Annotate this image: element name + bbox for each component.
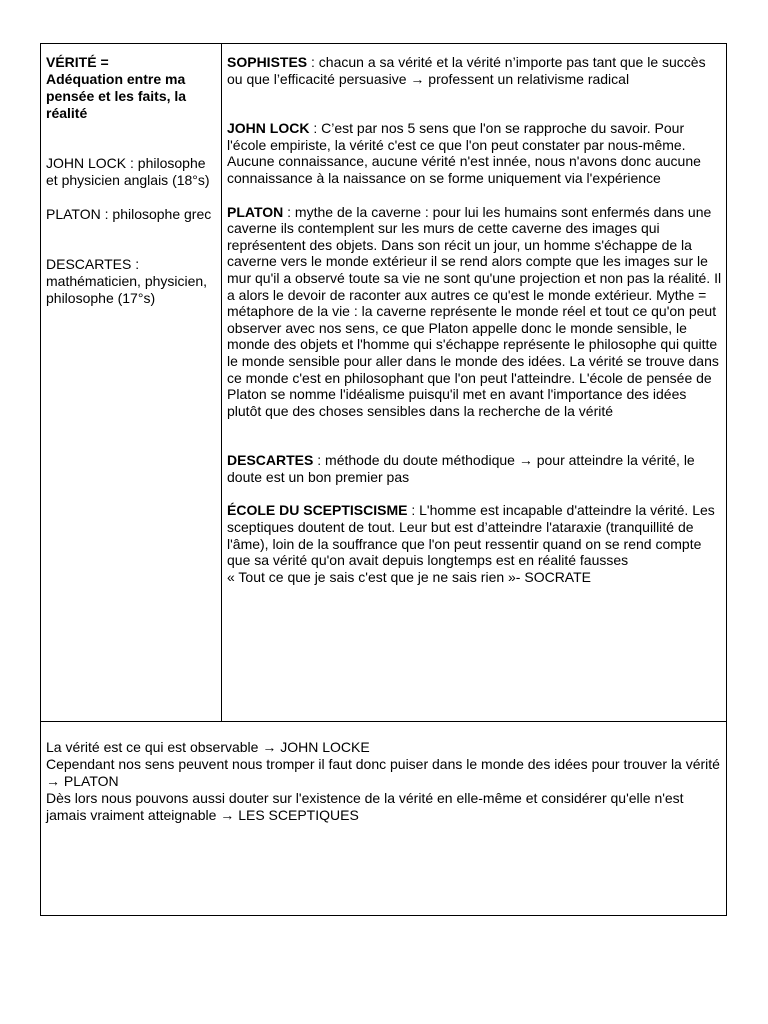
- sceptic-label: ÉCOLE DU SCEPTISCISME: [227, 502, 408, 519]
- platon-name: PLATON :: [46, 206, 109, 222]
- lock-name: JOHN LOCK :: [46, 155, 134, 171]
- platon-paragraph: [227, 204, 722, 420]
- descartes-name: DESCARTES :: [46, 256, 140, 272]
- descartes-paragraph: [227, 452, 722, 485]
- lock-label: JOHN LOCK: [227, 120, 310, 137]
- platon-label: PLATON: [227, 203, 284, 220]
- truth-definition: Adéquation entre ma pensée et les faits, la réalité: [46, 71, 187, 121]
- lock-text: : C’est par nos 5 sens que l'on se rapproche du savoir. Pour l'école empiriste, la vérité c'est ce que l'on peut constater par nous-même. Aucune connaissance, aucune vérité n'est innée, nous n'avons donc aucune connaissance à la naissance on se forme uniquement via l'expérience: [227, 120, 701, 186]
- descartes-text: : méthode du doute méthodique → pour atteindre la vérité, le doute est un bon premier pas: [227, 452, 695, 485]
- table-top-row: [41, 44, 726, 722]
- truth-heading: VÉRITÉ =: [46, 54, 109, 70]
- conclusion-line-lock: La vérité est ce qui est observable → JOHN LOCKE: [46, 739, 370, 755]
- platon-text: : mythe de la caverne : pour lui les humains sont enfermés dans une caverne ils contemplent sur les murs de cette caverne des images qui représentent des objets. Dans son récit un jour, un homme s'échappe de la caverne vers le monde extérieur il se rend alors compte que les images sur le mur qu'il a observé toute sa vie ne sont qu'une projection et non pas la réalité. Il a alors le devoir de raconter aux autres ce qu'est le monde extérieur. Mythe = métaphore de la vie : la caverne représente le monde réel et tout ce qu'on peut observer avec nos sens, ce que Platon appelle donc le monde sensible, le monde des objets et l'homme qui s'échappe représente le philosophe qui quitte le monde sensible pour aller dans le monde des idées. La vérité se trouve dans ce monde c'est en philosophant que l'on peut l'atteindre. L'école de pensée de Platon se nomme l'idéalisme puisqu'il met en avant l'importance des idées plutôt que des choses sensibles dans la recherche de la vérité: [227, 203, 722, 419]
- platon-description: philosophe grec: [112, 206, 212, 222]
- definitions-column: [41, 44, 222, 721]
- sophistes-text: : chacun a sa vérité et la vérité n’importe pas tant que le succès ou que l’efficacité persuasive → professent un relativisme radical: [227, 54, 706, 87]
- lock-description: philosophe et physicien anglais (18°s): [46, 155, 210, 188]
- descartes-label: DESCARTES: [227, 452, 314, 469]
- descartes-description: mathématicien, physicien, philosophe (17°s): [46, 273, 208, 306]
- sceptic-paragraph: [227, 502, 722, 568]
- descartes-entry: [46, 256, 217, 307]
- sceptic-text: : L'homme est incapable d'atteindre la vérité. Les sceptiques doutent de tout. Leur but est d’atteindre l'ataraxie (tranquillité de l'âme), loin de la souffrance que l'on peut ressentir quand on se rend compte que sa vérité qu'on avait depuis longtemps est en réalité fausses: [227, 502, 715, 569]
- sophistes-paragraph: [227, 54, 722, 87]
- notes-table: [40, 43, 727, 916]
- lock-entry: [46, 155, 217, 189]
- conclusion-line-sceptiques: Dès lors nous pouvons aussi douter sur l'existence de la vérité en elle-même et considérer qu'elle n'est jamais vraiment atteignable → LES SCEPTIQUES: [46, 790, 684, 823]
- conclusion-section: [41, 722, 726, 824]
- lock-paragraph: [227, 120, 722, 186]
- sophistes-label: SOPHISTES: [227, 54, 308, 70]
- conclusion-line-platon: Cependant nos sens peuvent nous tromper il faut donc puiser dans le monde des idées pour trouver la vérité → PLATON: [46, 756, 720, 789]
- platon-entry: [46, 206, 217, 223]
- explanations-column: [222, 44, 726, 721]
- socrate-quote: « Tout ce que je sais c'est que je ne sais rien »- SOCRATE: [227, 568, 591, 585]
